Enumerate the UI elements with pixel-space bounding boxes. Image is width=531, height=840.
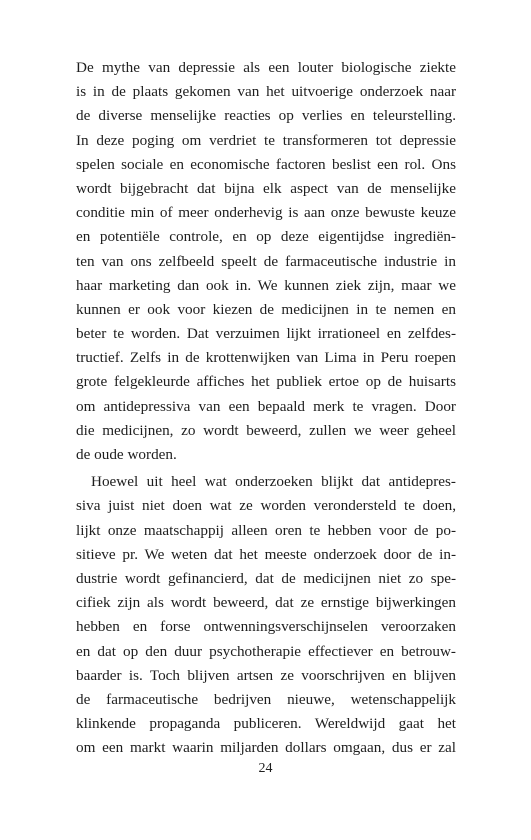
text-line: hebben en forse ontwenningsverschijnselen veroorzaken — [76, 618, 456, 636]
text-line: om antidepressiva van een bepaald merk te vragen. Door — [76, 397, 456, 415]
text-line: De mythe van depressie als een louter biologische ziekte — [76, 59, 456, 76]
text-line: haar marketing dan ook in. We kunnen ziek zijn, maar we — [76, 276, 456, 294]
text-line: om een markt waarin miljarden dollars omgaan, dus er zal — [76, 739, 456, 757]
text-line: is in de plaats gekomen van het uitvoerige onderzoek naar — [76, 83, 456, 101]
text-line: dustrie wordt gefinancierd, dat de medicijnen niet zo spe- — [76, 569, 456, 587]
text-line: sitieve pr. We weten dat het meeste onderzoek door de in- — [76, 545, 456, 563]
text-line: lijkt onze maatschappij alleen oren te hebben voor de po- — [76, 521, 456, 539]
text-line: de oude worden. — [76, 446, 177, 463]
text-line: wordt bijgebracht dat bijna elk aspect van de menselijke — [76, 179, 456, 197]
text-line: die medicijnen, zo wordt beweerd, zullen we weer geheel — [76, 421, 456, 439]
text-line: cifiek zijn als wordt beweerd, dat ze ernstige bijwerkingen — [76, 594, 456, 612]
text-line: en potentiële controle, en op deze eigentijdse ingrediën- — [76, 228, 456, 246]
text-line: en dat op den duur psychotherapie effectiever en betrouw- — [76, 642, 456, 660]
text-line: ten van ons zelfbeeld speelt de farmaceutische industrie in — [76, 252, 456, 270]
paragraph — [76, 470, 456, 760]
page-number: 24 — [258, 761, 273, 776]
text-line: klinkende propaganda publiceren. Wereldwijd gaat het — [76, 715, 456, 733]
text-line: kunnen er ook voor kiezen de medicijnen in te nemen en — [76, 300, 456, 318]
text-line: de farmaceutische bedrijven nieuwe, wetenschappelijk — [76, 690, 456, 708]
paragraph — [76, 56, 456, 467]
text-line: spelen sociale en economische factoren beslist een rol. Ons — [76, 155, 456, 173]
text-line: grote felgekleurde affiches het publiek ertoe op de huisarts — [76, 373, 456, 391]
text-line: beter te worden. Dat verzuimen lijkt irrationeel en zelfdes- — [76, 325, 456, 343]
text-line: baarder is. Toch blijven artsen ze voorschrijven en blijven — [76, 666, 456, 684]
text-line: conditie min of meer onderhevig is aan onze bewuste keuze — [76, 204, 456, 222]
text-line: tructief. Zelfs in de krottenwijken van Lima in Peru roepen — [76, 349, 456, 367]
body-text — [76, 56, 456, 760]
text-line: siva juist niet doen wat ze worden verondersteld te doen, — [76, 497, 456, 515]
text-line: de diverse menselijke reacties op verlies en teleurstelling. — [76, 107, 456, 125]
text-line: In deze poging om verdriet te transformeren tot depressie — [76, 131, 456, 149]
text-line: Hoewel uit heel wat onderzoeken blijkt dat antidepres- — [91, 473, 456, 491]
